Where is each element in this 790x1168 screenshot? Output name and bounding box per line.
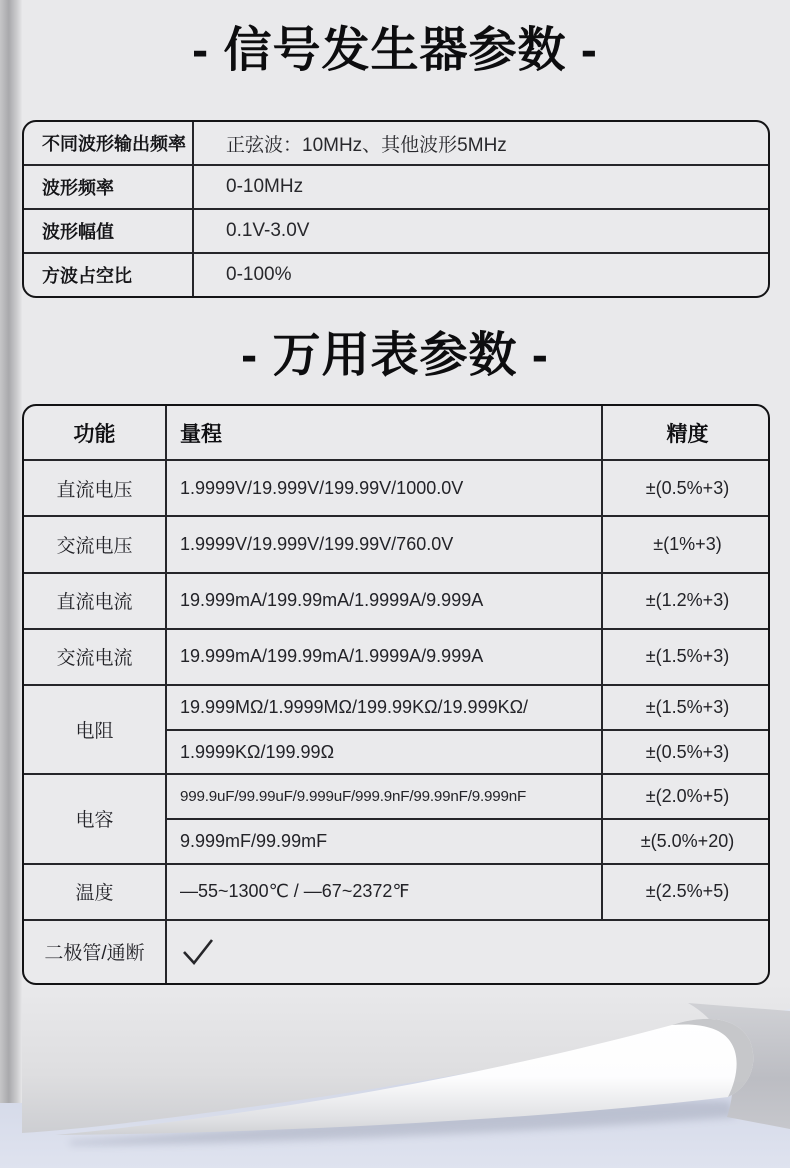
signal-row-value: 0-10MHz xyxy=(194,166,768,208)
table-row xyxy=(24,921,770,983)
table-row xyxy=(24,461,770,517)
table-row xyxy=(24,775,770,820)
signal-generator-title: - 信号发生器参数 - xyxy=(192,24,598,77)
cell-function: 直流电压 xyxy=(24,461,167,517)
cell-range: 1.9999KΩ/199.99Ω xyxy=(167,731,603,776)
cell-range: 1.9999V/19.999V/199.99V/760.0V xyxy=(167,517,603,573)
cell-function: 电阻 xyxy=(24,686,167,775)
multimeter-table xyxy=(22,404,770,985)
table-row xyxy=(24,865,770,921)
cell-accuracy: ±(5.0%+20) xyxy=(603,820,770,865)
cell-accuracy: ±(1.5%+3) xyxy=(603,686,770,731)
signal-row-label: 方波占空比 xyxy=(24,254,192,296)
page-edge-shadow xyxy=(0,0,22,1100)
page-curl-decoration xyxy=(0,985,790,1168)
signal-row-value: 0-100% xyxy=(194,254,768,296)
signal-row-label: 波形频率 xyxy=(24,166,192,208)
cell-function: 直流电流 xyxy=(24,574,167,630)
cell-range: 19.999mA/199.99mA/1.9999A/9.999A xyxy=(167,574,603,630)
cell-range: 19.999MΩ/1.9999MΩ/199.99KΩ/19.999KΩ/ xyxy=(167,686,603,731)
table-row xyxy=(24,630,770,686)
cell-accuracy: ±(2.5%+5) xyxy=(603,865,770,921)
header-accuracy: 精度 xyxy=(603,406,770,461)
cell-range: 1.9999V/19.999V/199.99V/1000.0V xyxy=(167,461,603,517)
cell-function: 电容 xyxy=(24,775,167,864)
table-row xyxy=(24,574,770,630)
multimeter-title: - 万用表参数 - xyxy=(241,329,549,382)
cell-function: 交流电流 xyxy=(24,630,167,686)
cell-accuracy: ±(1.5%+3) xyxy=(603,630,770,686)
header-function: 功能 xyxy=(24,406,167,461)
cell-accuracy: ±(0.5%+3) xyxy=(603,731,770,776)
cell-accuracy: ±(1.2%+3) xyxy=(603,574,770,630)
table-header-row xyxy=(24,406,770,461)
signal-row-label: 不同波形输出频率 xyxy=(24,122,192,164)
table-row xyxy=(24,517,770,573)
cell-range: 9.999mF/99.99mF xyxy=(167,820,603,865)
check-icon xyxy=(180,936,216,968)
cell-range: 999.9uF/99.99uF/9.999uF/999.9nF/99.99nF/9.999nF xyxy=(167,775,603,820)
signal-generator-table xyxy=(22,120,770,298)
cell-accuracy: ±(1%+3) xyxy=(603,517,770,573)
cell-range: —55~1300℃ / —67~2372℉ xyxy=(167,865,603,921)
signal-row-label: 波形幅值 xyxy=(24,210,192,252)
cell-function: 二极管/通断 xyxy=(24,921,167,983)
cell-range: 19.999mA/199.99mA/1.9999A/9.999A xyxy=(167,630,603,686)
table-row xyxy=(24,686,770,731)
cell-function: 温度 xyxy=(24,865,167,921)
cell-function: 交流电压 xyxy=(24,517,167,573)
cell-accuracy: ±(0.5%+3) xyxy=(603,461,770,517)
header-range: 量程 xyxy=(167,406,603,461)
signal-row-value: 0.1V-3.0V xyxy=(194,210,768,252)
cell-check xyxy=(167,921,770,983)
cell-accuracy: ±(2.0%+5) xyxy=(603,775,770,820)
signal-row-value: 正弦波：10MHz、其他波形5MHz xyxy=(194,122,768,164)
